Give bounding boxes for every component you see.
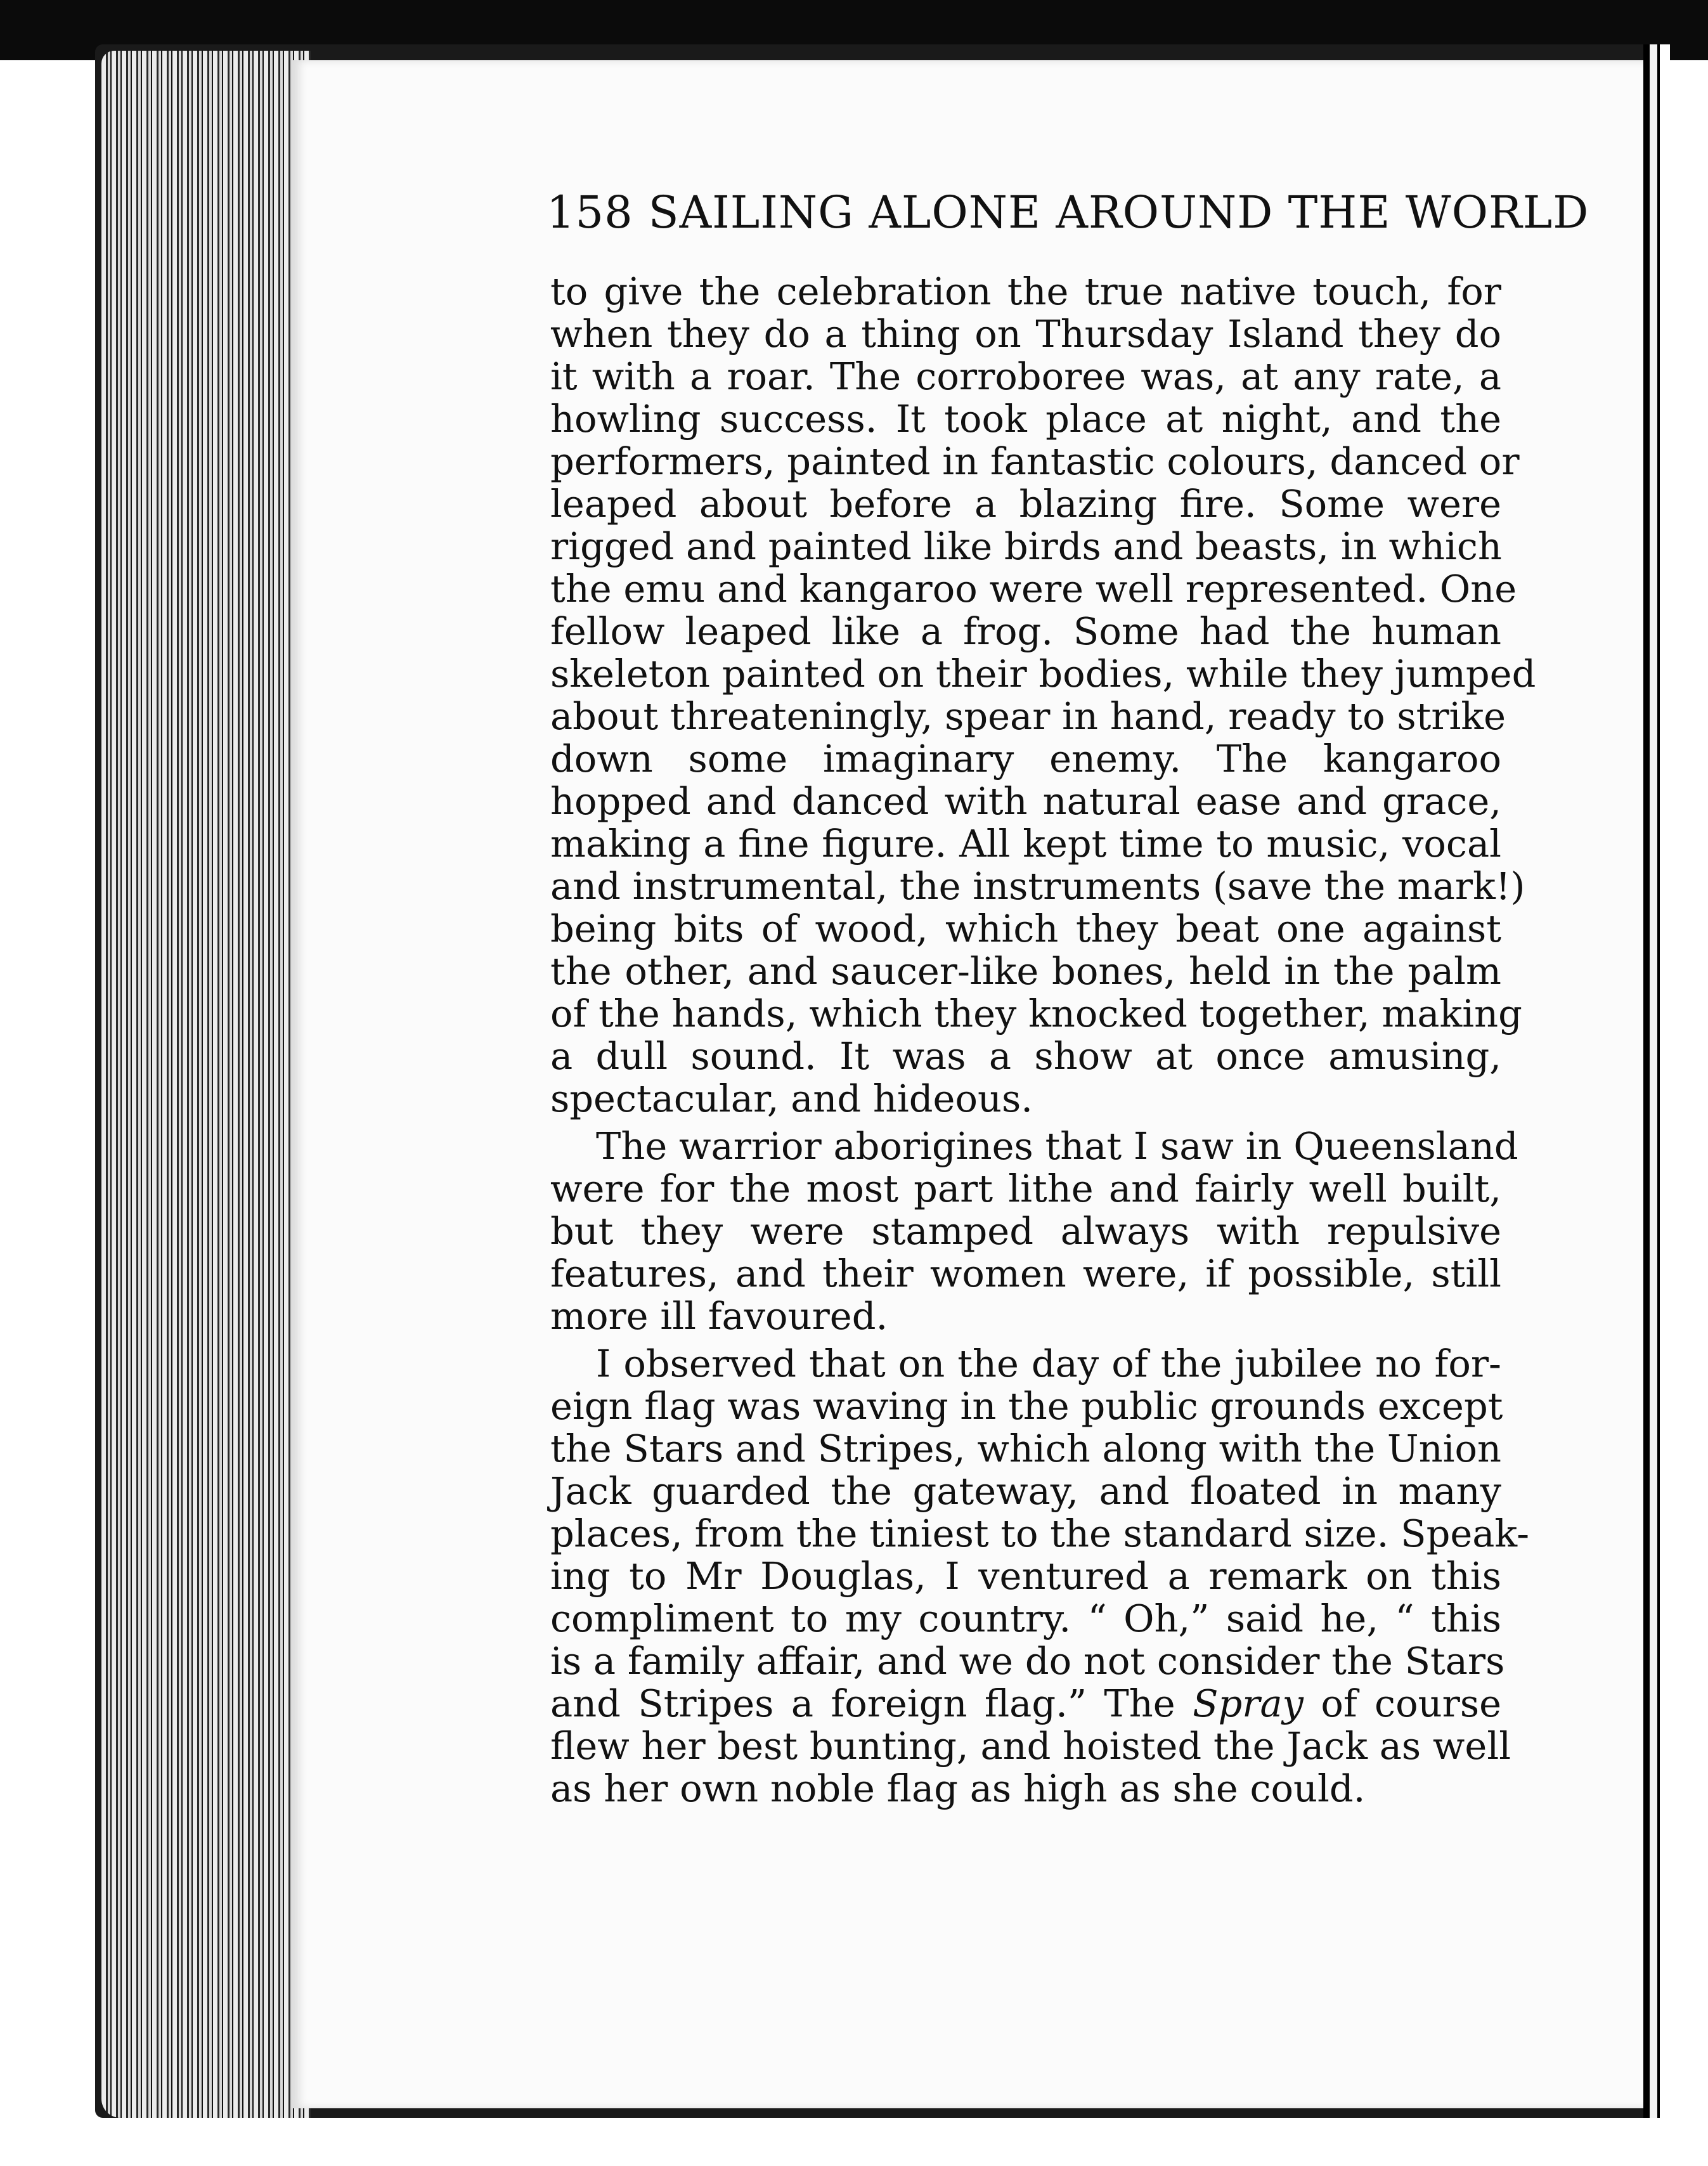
text-line: the emu and kangaroo were well represented. One bbox=[550, 567, 1517, 611]
text-line: The warrior aborigines that I saw in Queensland bbox=[596, 1124, 1518, 1168]
text-line: a dull sound. It was a show at once amusing, bbox=[550, 1034, 1501, 1078]
text-line: it with a roar. The corroboree was, at any rate, a bbox=[550, 354, 1501, 398]
text-line: down some imaginary enemy. The kangaroo bbox=[550, 737, 1501, 781]
text-line: eign flag was waving in the public grounds except bbox=[550, 1384, 1503, 1428]
book-title: SAILING ALONE AROUND THE WORLD bbox=[648, 186, 1589, 238]
text-line: howling success. It took place at night, and the bbox=[550, 397, 1501, 441]
text-line: features, and their women were, if possible, still bbox=[550, 1252, 1501, 1295]
ship-name: Spray bbox=[1193, 1682, 1304, 1725]
text-line: hopped and danced with natural ease and grace, bbox=[550, 779, 1501, 823]
text-line: the other, and saucer-like bones, held in the palm bbox=[550, 949, 1501, 993]
text-line: to give the celebration the true native touch, for bbox=[550, 269, 1501, 313]
text-line: leaped about before a blazing fire. Some were bbox=[550, 482, 1501, 526]
text-line: skeleton painted on their bodies, while they jumped bbox=[550, 652, 1536, 696]
text-line: fellow leaped like a frog. Some had the human bbox=[550, 609, 1501, 653]
text-line: being bits of wood, which they beat one against bbox=[550, 907, 1501, 950]
facing-page-edge bbox=[1643, 44, 1670, 2118]
text-line: were for the most part lithe and fairly well built, bbox=[550, 1167, 1501, 1210]
text-span: and Stripes a foreign flag.” The bbox=[550, 1682, 1175, 1725]
page-number: 158 bbox=[547, 186, 633, 238]
text-span: of course bbox=[1303, 1682, 1502, 1725]
text-line: making a fine figure. All kept time to music, vocal bbox=[550, 822, 1501, 866]
text-line: Jack guarded the gateway, and floated in many bbox=[550, 1469, 1501, 1513]
text-line: when they do a thing on Thursday Island they do bbox=[550, 312, 1501, 356]
scan-bottom-margin bbox=[0, 2123, 1708, 2166]
book-page-edges bbox=[101, 51, 311, 2118]
text-line: about threateningly, spear in hand, ready to strike bbox=[550, 694, 1506, 738]
text-line: but they were stamped always with repulsive bbox=[550, 1209, 1501, 1253]
text-line: rigged and painted like birds and beasts, in which bbox=[550, 524, 1502, 568]
text-line: spectacular, and hideous. bbox=[550, 1077, 1033, 1120]
text-line: compliment to my country. “ Oh,” said he, “ this bbox=[550, 1597, 1501, 1640]
text-line: of the hands, which they knocked together, making bbox=[550, 992, 1522, 1035]
text-line: is a family affair, and we do not consider the Stars bbox=[550, 1639, 1505, 1683]
text-line: I observed that on the day of the jubilee no for- bbox=[596, 1342, 1501, 1385]
text-line: flew her best bunting, and hoisted the Jack as well bbox=[550, 1724, 1511, 1768]
text-line: the Stars and Stripes, which along with the Union bbox=[550, 1427, 1501, 1470]
text-line: as her own noble flag as high as she could. bbox=[550, 1767, 1366, 1810]
text-line: places, from the tiniest to the standard size. Speak- bbox=[550, 1512, 1530, 1555]
text-line: ing to Mr Douglas, I ventured a remark on this bbox=[550, 1554, 1501, 1598]
running-head bbox=[547, 185, 1589, 240]
text-line: and instrumental, the instruments (save the mark!) bbox=[550, 864, 1525, 908]
text-line bbox=[550, 1682, 1501, 1725]
page-text bbox=[550, 269, 1536, 1810]
text-line: more ill favoured. bbox=[550, 1294, 888, 1338]
text-line: performers, painted in fantastic colours, danced or bbox=[550, 439, 1520, 483]
